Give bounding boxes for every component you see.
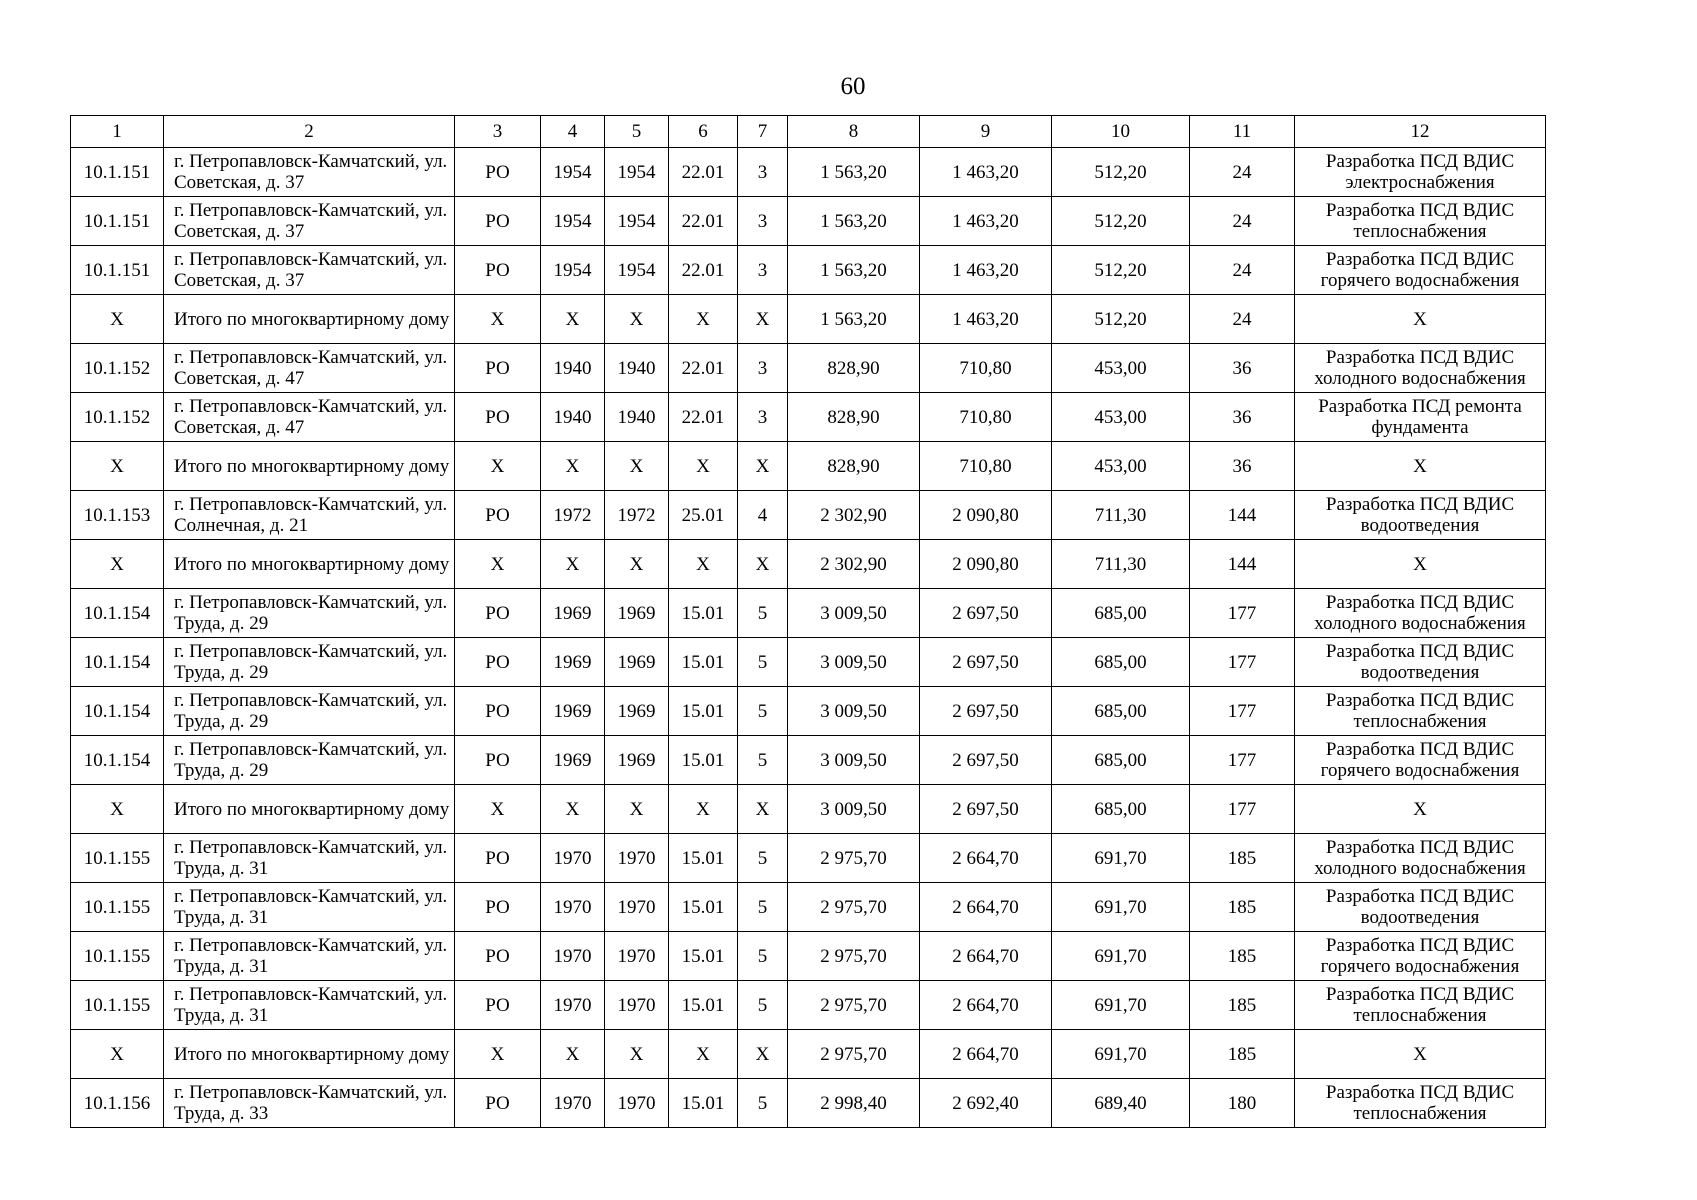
- table-cell: 5: [738, 736, 788, 785]
- table-row: [71, 785, 1546, 834]
- table-cell: 24: [1190, 246, 1295, 295]
- table-cell: 1940: [541, 344, 605, 393]
- table-cell: Разработка ПСД ВДИС холодного водоснабжения: [1295, 344, 1546, 393]
- table-cell: 24: [1190, 295, 1295, 344]
- table-cell: 2 090,80: [920, 540, 1052, 589]
- table-cell: 2 975,70: [788, 1030, 920, 1079]
- table-cell: 685,00: [1052, 638, 1190, 687]
- table-cell: Х: [71, 442, 164, 491]
- table-cell: Разработка ПСД ВДИС холодного водоснабжения: [1295, 834, 1546, 883]
- program-table: [70, 115, 1546, 1128]
- table-cell: Разработка ПСД ВДИС теплоснабжения: [1295, 197, 1546, 246]
- table-cell: 1970: [541, 981, 605, 1030]
- table-cell: 10.1.154: [71, 638, 164, 687]
- table-cell: Разработка ПСД ВДИС горячего водоснабжения: [1295, 736, 1546, 785]
- table-cell: Разработка ПСД ВДИС теплоснабжения: [1295, 981, 1546, 1030]
- table-cell: 3 009,50: [788, 785, 920, 834]
- table-row: [71, 491, 1546, 540]
- table-row: [71, 197, 1546, 246]
- table-cell: 10.1.154: [71, 589, 164, 638]
- table-cell: 10.1.154: [71, 736, 164, 785]
- table-cell: 1954: [605, 148, 669, 197]
- table-body: [71, 148, 1546, 1128]
- table-cell: 10.1.151: [71, 197, 164, 246]
- table-cell: Разработка ПСД ремонта фундамента: [1295, 393, 1546, 442]
- table-cell: 685,00: [1052, 687, 1190, 736]
- table-cell: Х: [455, 442, 541, 491]
- table-cell: 3: [738, 246, 788, 295]
- table-cell: 10.1.151: [71, 148, 164, 197]
- table-cell: 685,00: [1052, 736, 1190, 785]
- table-cell: Разработка ПСД ВДИС горячего водоснабжения: [1295, 932, 1546, 981]
- table-cell: РО: [455, 981, 541, 1030]
- table-cell: 2 697,50: [920, 589, 1052, 638]
- table-cell: 1969: [541, 687, 605, 736]
- table-cell: 177: [1190, 638, 1295, 687]
- table-cell: Х: [605, 442, 669, 491]
- column-header: 2: [164, 116, 455, 148]
- table-row: [71, 540, 1546, 589]
- table-cell: 710,80: [920, 442, 1052, 491]
- table-cell: 2 697,50: [920, 638, 1052, 687]
- table-cell: 512,20: [1052, 246, 1190, 295]
- table-row: [71, 589, 1546, 638]
- table-cell: 691,70: [1052, 883, 1190, 932]
- table-cell: РО: [455, 393, 541, 442]
- table-cell: г. Петропавловск-Камчатский, ул. Труда, д. 31: [164, 883, 455, 932]
- table-cell: 10.1.155: [71, 883, 164, 932]
- table-cell: г. Петропавловск-Камчатский, ул. Труда, д. 31: [164, 834, 455, 883]
- table-row: [71, 1079, 1546, 1128]
- table-cell: 1 463,20: [920, 295, 1052, 344]
- table-cell: 1970: [541, 883, 605, 932]
- table-cell: Итого по многоквартирному дому: [164, 1030, 455, 1079]
- table-cell: Х: [669, 295, 738, 344]
- table-cell: 1970: [605, 981, 669, 1030]
- table-cell: Х: [1295, 540, 1546, 589]
- table-cell: 185: [1190, 932, 1295, 981]
- table-cell: 185: [1190, 883, 1295, 932]
- table-cell: г. Петропавловск-Камчатский, ул. Советская, д. 47: [164, 344, 455, 393]
- table-cell: 4: [738, 491, 788, 540]
- table-cell: 1969: [541, 736, 605, 785]
- table-cell: Разработка ПСД ВДИС холодного водоснабжения: [1295, 589, 1546, 638]
- table-cell: РО: [455, 932, 541, 981]
- table-cell: 177: [1190, 785, 1295, 834]
- table-cell: Разработка ПСД ВДИС горячего водоснабжения: [1295, 246, 1546, 295]
- table-cell: 3: [738, 197, 788, 246]
- table-cell: РО: [455, 883, 541, 932]
- table-cell: г. Петропавловск-Камчатский, ул. Советская, д. 37: [164, 197, 455, 246]
- table-cell: 685,00: [1052, 785, 1190, 834]
- table-cell: 15.01: [669, 589, 738, 638]
- table-cell: 1940: [605, 344, 669, 393]
- table-row: [71, 883, 1546, 932]
- table-row: [71, 834, 1546, 883]
- column-header: 6: [669, 116, 738, 148]
- table-cell: 1970: [605, 932, 669, 981]
- column-header: 5: [605, 116, 669, 148]
- table-row: [71, 246, 1546, 295]
- table-cell: 691,70: [1052, 981, 1190, 1030]
- table-cell: 10.1.155: [71, 932, 164, 981]
- table-cell: 15.01: [669, 883, 738, 932]
- table-row: [71, 932, 1546, 981]
- table-cell: 2 697,50: [920, 785, 1052, 834]
- table-cell: г. Петропавловск-Камчатский, ул. Советская, д. 37: [164, 246, 455, 295]
- table-cell: Итого по многоквартирному дому: [164, 295, 455, 344]
- table-cell: 1969: [605, 589, 669, 638]
- table-row: [71, 1030, 1546, 1079]
- table-cell: 185: [1190, 981, 1295, 1030]
- table-cell: г. Петропавловск-Камчатский, ул. Труда, д. 29: [164, 736, 455, 785]
- table-cell: 1 563,20: [788, 246, 920, 295]
- table-cell: Разработка ПСД ВДИС электроснабжения: [1295, 148, 1546, 197]
- table-cell: 2 692,40: [920, 1079, 1052, 1128]
- table-cell: 2 975,70: [788, 981, 920, 1030]
- table-cell: 2 664,70: [920, 932, 1052, 981]
- table-cell: 1970: [605, 883, 669, 932]
- table-cell: 689,40: [1052, 1079, 1190, 1128]
- table-cell: Х: [1295, 1030, 1546, 1079]
- table-cell: Х: [669, 785, 738, 834]
- table-cell: 3 009,50: [788, 687, 920, 736]
- table-cell: 1954: [541, 148, 605, 197]
- table-cell: Х: [71, 540, 164, 589]
- table-cell: г. Петропавловск-Камчатский, ул. Труда, д. 29: [164, 638, 455, 687]
- table-cell: Х: [738, 442, 788, 491]
- table-cell: 1954: [605, 197, 669, 246]
- table-cell: 2 090,80: [920, 491, 1052, 540]
- table-cell: Разработка ПСД ВДИС водоотведения: [1295, 491, 1546, 540]
- table-cell: 3 009,50: [788, 736, 920, 785]
- table-cell: 22.01: [669, 246, 738, 295]
- table-cell: Разработка ПСД ВДИС водоотведения: [1295, 883, 1546, 932]
- table-row: [71, 687, 1546, 736]
- table-cell: 3: [738, 344, 788, 393]
- table-cell: 2 664,70: [920, 981, 1052, 1030]
- table-cell: 512,20: [1052, 197, 1190, 246]
- table-cell: 180: [1190, 1079, 1295, 1128]
- column-header: 3: [455, 116, 541, 148]
- table-row: [71, 638, 1546, 687]
- table-cell: 10.1.153: [71, 491, 164, 540]
- table-cell: Х: [1295, 785, 1546, 834]
- table-cell: Х: [605, 1030, 669, 1079]
- table-cell: 1972: [541, 491, 605, 540]
- table-cell: Х: [71, 295, 164, 344]
- table-cell: 15.01: [669, 981, 738, 1030]
- table-cell: 5: [738, 834, 788, 883]
- table-cell: 3: [738, 148, 788, 197]
- table-cell: 15.01: [669, 687, 738, 736]
- header-row: [71, 116, 1546, 148]
- table-cell: РО: [455, 736, 541, 785]
- table-cell: 1970: [605, 834, 669, 883]
- table-row: [71, 344, 1546, 393]
- table-row: [71, 393, 1546, 442]
- table-cell: Х: [455, 785, 541, 834]
- table-cell: 1969: [605, 638, 669, 687]
- table-cell: 828,90: [788, 344, 920, 393]
- table-cell: Итого по многоквартирному дому: [164, 785, 455, 834]
- table-cell: 5: [738, 981, 788, 1030]
- table-cell: 453,00: [1052, 344, 1190, 393]
- table-cell: г. Петропавловск-Камчатский, ул. Труда, д. 31: [164, 981, 455, 1030]
- table-cell: 22.01: [669, 393, 738, 442]
- table-cell: 1972: [605, 491, 669, 540]
- table-cell: 453,00: [1052, 442, 1190, 491]
- table-cell: 3: [738, 393, 788, 442]
- table-cell: Х: [541, 540, 605, 589]
- table-cell: 3 009,50: [788, 589, 920, 638]
- table-cell: 15.01: [669, 932, 738, 981]
- table-cell: 5: [738, 1079, 788, 1128]
- table-cell: Разработка ПСД ВДИС теплоснабжения: [1295, 1079, 1546, 1128]
- table-header: [71, 116, 1546, 148]
- table-cell: 1954: [605, 246, 669, 295]
- column-header: 9: [920, 116, 1052, 148]
- table-cell: г. Петропавловск-Камчатский, ул. Советская, д. 47: [164, 393, 455, 442]
- column-header: 11: [1190, 116, 1295, 148]
- table-cell: 1970: [541, 834, 605, 883]
- table-cell: 512,20: [1052, 148, 1190, 197]
- table-cell: Х: [455, 1030, 541, 1079]
- table-cell: Х: [669, 540, 738, 589]
- table-cell: 691,70: [1052, 834, 1190, 883]
- table-cell: 185: [1190, 834, 1295, 883]
- table-cell: 24: [1190, 197, 1295, 246]
- table-cell: г. Петропавловск-Камчатский, ул. Труда, д. 29: [164, 589, 455, 638]
- column-header: 8: [788, 116, 920, 148]
- column-header: 12: [1295, 116, 1546, 148]
- table-cell: 36: [1190, 344, 1295, 393]
- table-cell: Х: [541, 785, 605, 834]
- table-cell: Х: [455, 540, 541, 589]
- table-cell: 710,80: [920, 393, 1052, 442]
- table-cell: Х: [541, 442, 605, 491]
- table-cell: 1954: [541, 246, 605, 295]
- table-cell: Х: [541, 1030, 605, 1079]
- table-cell: Разработка ПСД ВДИС теплоснабжения: [1295, 687, 1546, 736]
- table-cell: 22.01: [669, 344, 738, 393]
- table-cell: РО: [455, 491, 541, 540]
- table-cell: г. Петропавловск-Камчатский, ул. Труда, д. 29: [164, 687, 455, 736]
- table-cell: 144: [1190, 540, 1295, 589]
- table-cell: Итого по многоквартирному дому: [164, 540, 455, 589]
- table-cell: 710,80: [920, 344, 1052, 393]
- column-header: 4: [541, 116, 605, 148]
- table-cell: 15.01: [669, 1079, 738, 1128]
- table-cell: 3 009,50: [788, 638, 920, 687]
- table-row: [71, 981, 1546, 1030]
- table-cell: 177: [1190, 687, 1295, 736]
- table-cell: 1969: [541, 638, 605, 687]
- table-cell: Х: [605, 540, 669, 589]
- table-cell: 2 664,70: [920, 834, 1052, 883]
- table-cell: 22.01: [669, 148, 738, 197]
- table-cell: Х: [738, 540, 788, 589]
- table-cell: Х: [738, 295, 788, 344]
- table-cell: 1969: [605, 687, 669, 736]
- table-cell: 177: [1190, 736, 1295, 785]
- page-number: 60: [840, 73, 866, 100]
- table-row: [71, 736, 1546, 785]
- table-cell: г. Петропавловск-Камчатский, ул. Солнечная, д. 21: [164, 491, 455, 540]
- table-cell: РО: [455, 148, 541, 197]
- table-cell: 512,20: [1052, 295, 1190, 344]
- table-cell: 2 302,90: [788, 540, 920, 589]
- table-cell: 711,30: [1052, 540, 1190, 589]
- table-cell: 5: [738, 932, 788, 981]
- table-cell: РО: [455, 638, 541, 687]
- table-cell: 36: [1190, 393, 1295, 442]
- column-header: 10: [1052, 116, 1190, 148]
- table-cell: 5: [738, 589, 788, 638]
- table-cell: 828,90: [788, 442, 920, 491]
- table-cell: 5: [738, 687, 788, 736]
- table-cell: 1970: [541, 932, 605, 981]
- table-cell: 2 697,50: [920, 736, 1052, 785]
- table-cell: РО: [455, 687, 541, 736]
- table-cell: 10.1.152: [71, 393, 164, 442]
- table-cell: 25.01: [669, 491, 738, 540]
- table-cell: 15.01: [669, 736, 738, 785]
- table-cell: 1 563,20: [788, 197, 920, 246]
- table-cell: Х: [738, 1030, 788, 1079]
- table-cell: 1969: [605, 736, 669, 785]
- table-cell: 10.1.154: [71, 687, 164, 736]
- table-cell: 15.01: [669, 834, 738, 883]
- table-cell: 1940: [605, 393, 669, 442]
- table-cell: 2 664,70: [920, 883, 1052, 932]
- table-cell: 5: [738, 883, 788, 932]
- table-cell: 2 975,70: [788, 883, 920, 932]
- table-cell: 1969: [541, 589, 605, 638]
- table-cell: г. Петропавловск-Камчатский, ул. Труда, д. 33: [164, 1079, 455, 1128]
- table-cell: 2 975,70: [788, 932, 920, 981]
- table-cell: РО: [455, 834, 541, 883]
- table-cell: РО: [455, 246, 541, 295]
- table-cell: 10.1.152: [71, 344, 164, 393]
- table-row: [71, 148, 1546, 197]
- table-cell: 1940: [541, 393, 605, 442]
- table-cell: 36: [1190, 442, 1295, 491]
- table-cell: Х: [738, 785, 788, 834]
- table-cell: 185: [1190, 1030, 1295, 1079]
- table-cell: Х: [605, 295, 669, 344]
- table-cell: 177: [1190, 589, 1295, 638]
- table-cell: Х: [669, 442, 738, 491]
- table-cell: 10.1.156: [71, 1079, 164, 1128]
- table-cell: 828,90: [788, 393, 920, 442]
- table-cell: Итого по многоквартирному дому: [164, 442, 455, 491]
- table-cell: 1 463,20: [920, 246, 1052, 295]
- table-cell: 1 563,20: [788, 148, 920, 197]
- table-cell: Х: [71, 785, 164, 834]
- table-cell: 2 697,50: [920, 687, 1052, 736]
- table-cell: 144: [1190, 491, 1295, 540]
- table-cell: 711,30: [1052, 491, 1190, 540]
- column-header: 7: [738, 116, 788, 148]
- table-cell: Разработка ПСД ВДИС водоотведения: [1295, 638, 1546, 687]
- table-cell: 5: [738, 638, 788, 687]
- table-cell: 2 302,90: [788, 491, 920, 540]
- table-cell: 691,70: [1052, 932, 1190, 981]
- table-cell: 2 664,70: [920, 1030, 1052, 1079]
- table-cell: г. Петропавловск-Камчатский, ул. Труда, д. 31: [164, 932, 455, 981]
- table-cell: Х: [1295, 295, 1546, 344]
- table-cell: 1970: [605, 1079, 669, 1128]
- table-cell: Х: [669, 1030, 738, 1079]
- table-cell: 10.1.151: [71, 246, 164, 295]
- table-cell: Х: [1295, 442, 1546, 491]
- table-cell: РО: [455, 589, 541, 638]
- table-cell: 1954: [541, 197, 605, 246]
- table-cell: РО: [455, 197, 541, 246]
- table-row: [71, 442, 1546, 491]
- table-cell: 685,00: [1052, 589, 1190, 638]
- table-cell: 15.01: [669, 638, 738, 687]
- column-header: 1: [71, 116, 164, 148]
- table-cell: 2 998,40: [788, 1079, 920, 1128]
- table-cell: 1970: [541, 1079, 605, 1128]
- table-cell: 22.01: [669, 197, 738, 246]
- table-cell: 453,00: [1052, 393, 1190, 442]
- table-cell: Х: [455, 295, 541, 344]
- table-cell: г. Петропавловск-Камчатский, ул. Советская, д. 37: [164, 148, 455, 197]
- table-cell: РО: [455, 344, 541, 393]
- table-cell: РО: [455, 1079, 541, 1128]
- table-cell: 10.1.155: [71, 981, 164, 1030]
- table-cell: 24: [1190, 148, 1295, 197]
- table-cell: Х: [605, 785, 669, 834]
- table-cell: Х: [71, 1030, 164, 1079]
- table-row: [71, 295, 1546, 344]
- table-cell: 10.1.155: [71, 834, 164, 883]
- table-cell: 1 463,20: [920, 197, 1052, 246]
- table-cell: 691,70: [1052, 1030, 1190, 1079]
- table-cell: 1 563,20: [788, 295, 920, 344]
- table-cell: Х: [541, 295, 605, 344]
- table-cell: 2 975,70: [788, 834, 920, 883]
- table-cell: 1 463,20: [920, 148, 1052, 197]
